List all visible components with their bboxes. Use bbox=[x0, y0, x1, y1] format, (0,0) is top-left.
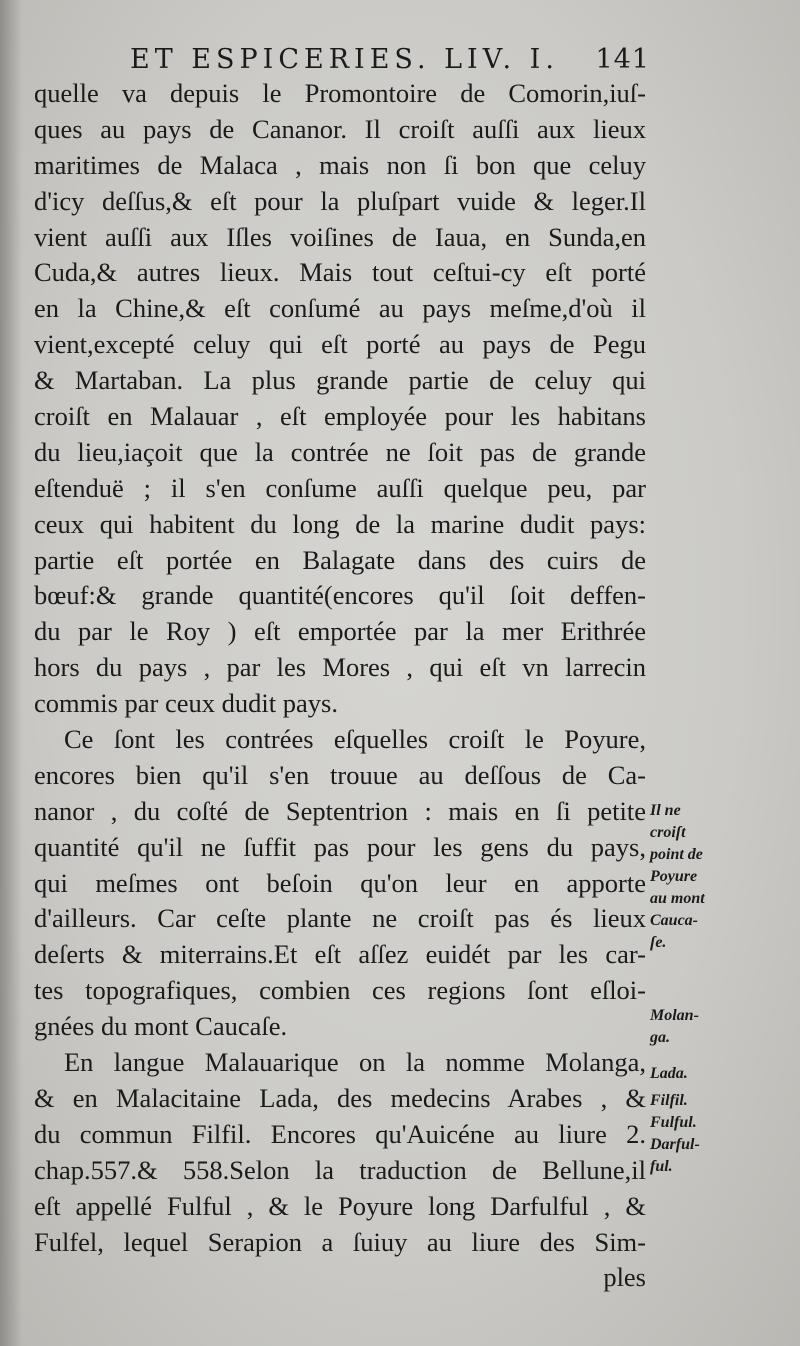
text-line: du par le Roy ) eſt emportée par la mer Erithrée bbox=[34, 616, 646, 647]
running-head-title: ET ESPICERIES. LIV. I. bbox=[130, 44, 559, 75]
margin-note-line: ful. bbox=[650, 1158, 673, 1175]
margin-note-line: Poyure bbox=[650, 868, 698, 885]
text-line: chap.557.& 558.Selon la traduction de Bellune,il bbox=[34, 1154, 646, 1185]
text-line: Ce ſont les contrées eſquelles croiſt le Poyure, bbox=[64, 724, 646, 755]
text-line: ceux qui habitent du long de la marine dudit pays: bbox=[34, 508, 646, 539]
margin-note-line: Filfil. bbox=[650, 1092, 688, 1109]
text-line: nanor , du coſté de Septentrion : mais en ſi petite bbox=[34, 795, 646, 826]
body-text bbox=[34, 76, 646, 1296]
text-line: En langue Malauarique on la nomme Molanga, bbox=[64, 1047, 646, 1078]
margin-note-line: au mont bbox=[650, 890, 705, 907]
text-line: d'ailleurs. Car ceſte plante ne croiſt pas és lieux bbox=[34, 903, 646, 934]
text-line: & en Malacitaine Lada, des medecins Arabes , & bbox=[34, 1082, 646, 1113]
text-line: quantité qu'il ne ſuffit pas pour les gens du pays, bbox=[34, 831, 646, 862]
text-line: Fulfel, lequel Serapion a ſuiuy au liure des Sim- bbox=[34, 1226, 646, 1257]
margin-note-caucase bbox=[650, 800, 705, 954]
text-line: vient,excepté celuy qui eſt porté au pays de Pegu bbox=[34, 329, 646, 360]
margin-note-line: point de bbox=[650, 846, 703, 863]
page-number: 141 bbox=[595, 44, 650, 75]
text-line: partie eſt portée en Balagate dans des cuirs de bbox=[34, 544, 646, 575]
gutter-shadow bbox=[0, 0, 22, 1346]
margin-note-line: Fulful. bbox=[650, 1114, 697, 1131]
margin-note-lada bbox=[650, 1063, 688, 1085]
text-line: du commun Filfil. Encores qu'Auicéne au liure 2. bbox=[34, 1118, 646, 1149]
margin-note-line: Il ne bbox=[650, 802, 681, 819]
catchword: ples bbox=[603, 1262, 646, 1293]
text-line: commis par ceux dudit pays. bbox=[34, 688, 338, 719]
text-line: tes topografiques, combien ces regions ſont eſloi- bbox=[34, 975, 646, 1006]
text-line: & Martaban. La plus grande partie de celuy qui bbox=[34, 365, 646, 396]
text-line: du lieu,iaçoit que la contrée ne ſoit pas de grande bbox=[34, 436, 646, 467]
margin-note-line: Cauca- bbox=[650, 912, 698, 929]
text-line: eſt appellé Fulful , & le Poyure long Darfulful , & bbox=[34, 1190, 646, 1221]
text-line: gnées du mont Caucaſe. bbox=[34, 1011, 288, 1042]
text-line: maritimes de Malaca , mais non ſi bon que celuy bbox=[34, 149, 646, 180]
text-line: en la Chine,& eſt conſumé au pays meſme,d'où il bbox=[34, 293, 646, 324]
margin-note-line: Lada. bbox=[650, 1065, 688, 1082]
text-line: encores bien qu'il s'en trouue au deſſous de Ca- bbox=[34, 759, 646, 790]
text-line: vient auſſi aux Iſles voiſines de Iaua, en Sunda,en bbox=[34, 221, 646, 252]
text-line: hors du pays , par les Mores , qui eſt vn larrecin bbox=[34, 652, 646, 683]
margin-note-filfil bbox=[650, 1090, 700, 1178]
text-line: bœuf:& grande quantité(encores qu'il ſoit deffen- bbox=[34, 580, 646, 611]
text-line: eſtenduë ; il s'en conſume auſſi quelque peu, par bbox=[34, 472, 646, 503]
margin-note-line: Darful- bbox=[650, 1136, 700, 1153]
text-line: quelle va depuis le Promontoire de Comorin,iuſ- bbox=[34, 78, 646, 108]
margin-note-line: croiſt bbox=[650, 824, 686, 841]
text-line: d'icy deſſus,& eſt pour la pluſpart vuide & leger.Il bbox=[34, 185, 646, 216]
margin-note-line: ga. bbox=[650, 1029, 670, 1046]
text-line: qui meſmes ont beſoin qu'on leur en apporte bbox=[34, 867, 646, 898]
text-line: Cuda,& autres lieux. Mais tout ceſtui-cy eſt porté bbox=[34, 257, 646, 288]
margin-note-line: Molan- bbox=[650, 1007, 699, 1024]
margin-note-line: ſe. bbox=[650, 934, 667, 951]
margin-note-molanga bbox=[650, 1005, 699, 1049]
text-line: ques au pays de Cananor. Il croiſt auſſi aux lieux bbox=[34, 113, 646, 144]
text-line: croiſt en Malauar , eſt employée pour les habitans bbox=[34, 401, 646, 432]
text-line: deſerts & miterrains.Et eſt aſſez euidét par les car- bbox=[34, 939, 646, 970]
